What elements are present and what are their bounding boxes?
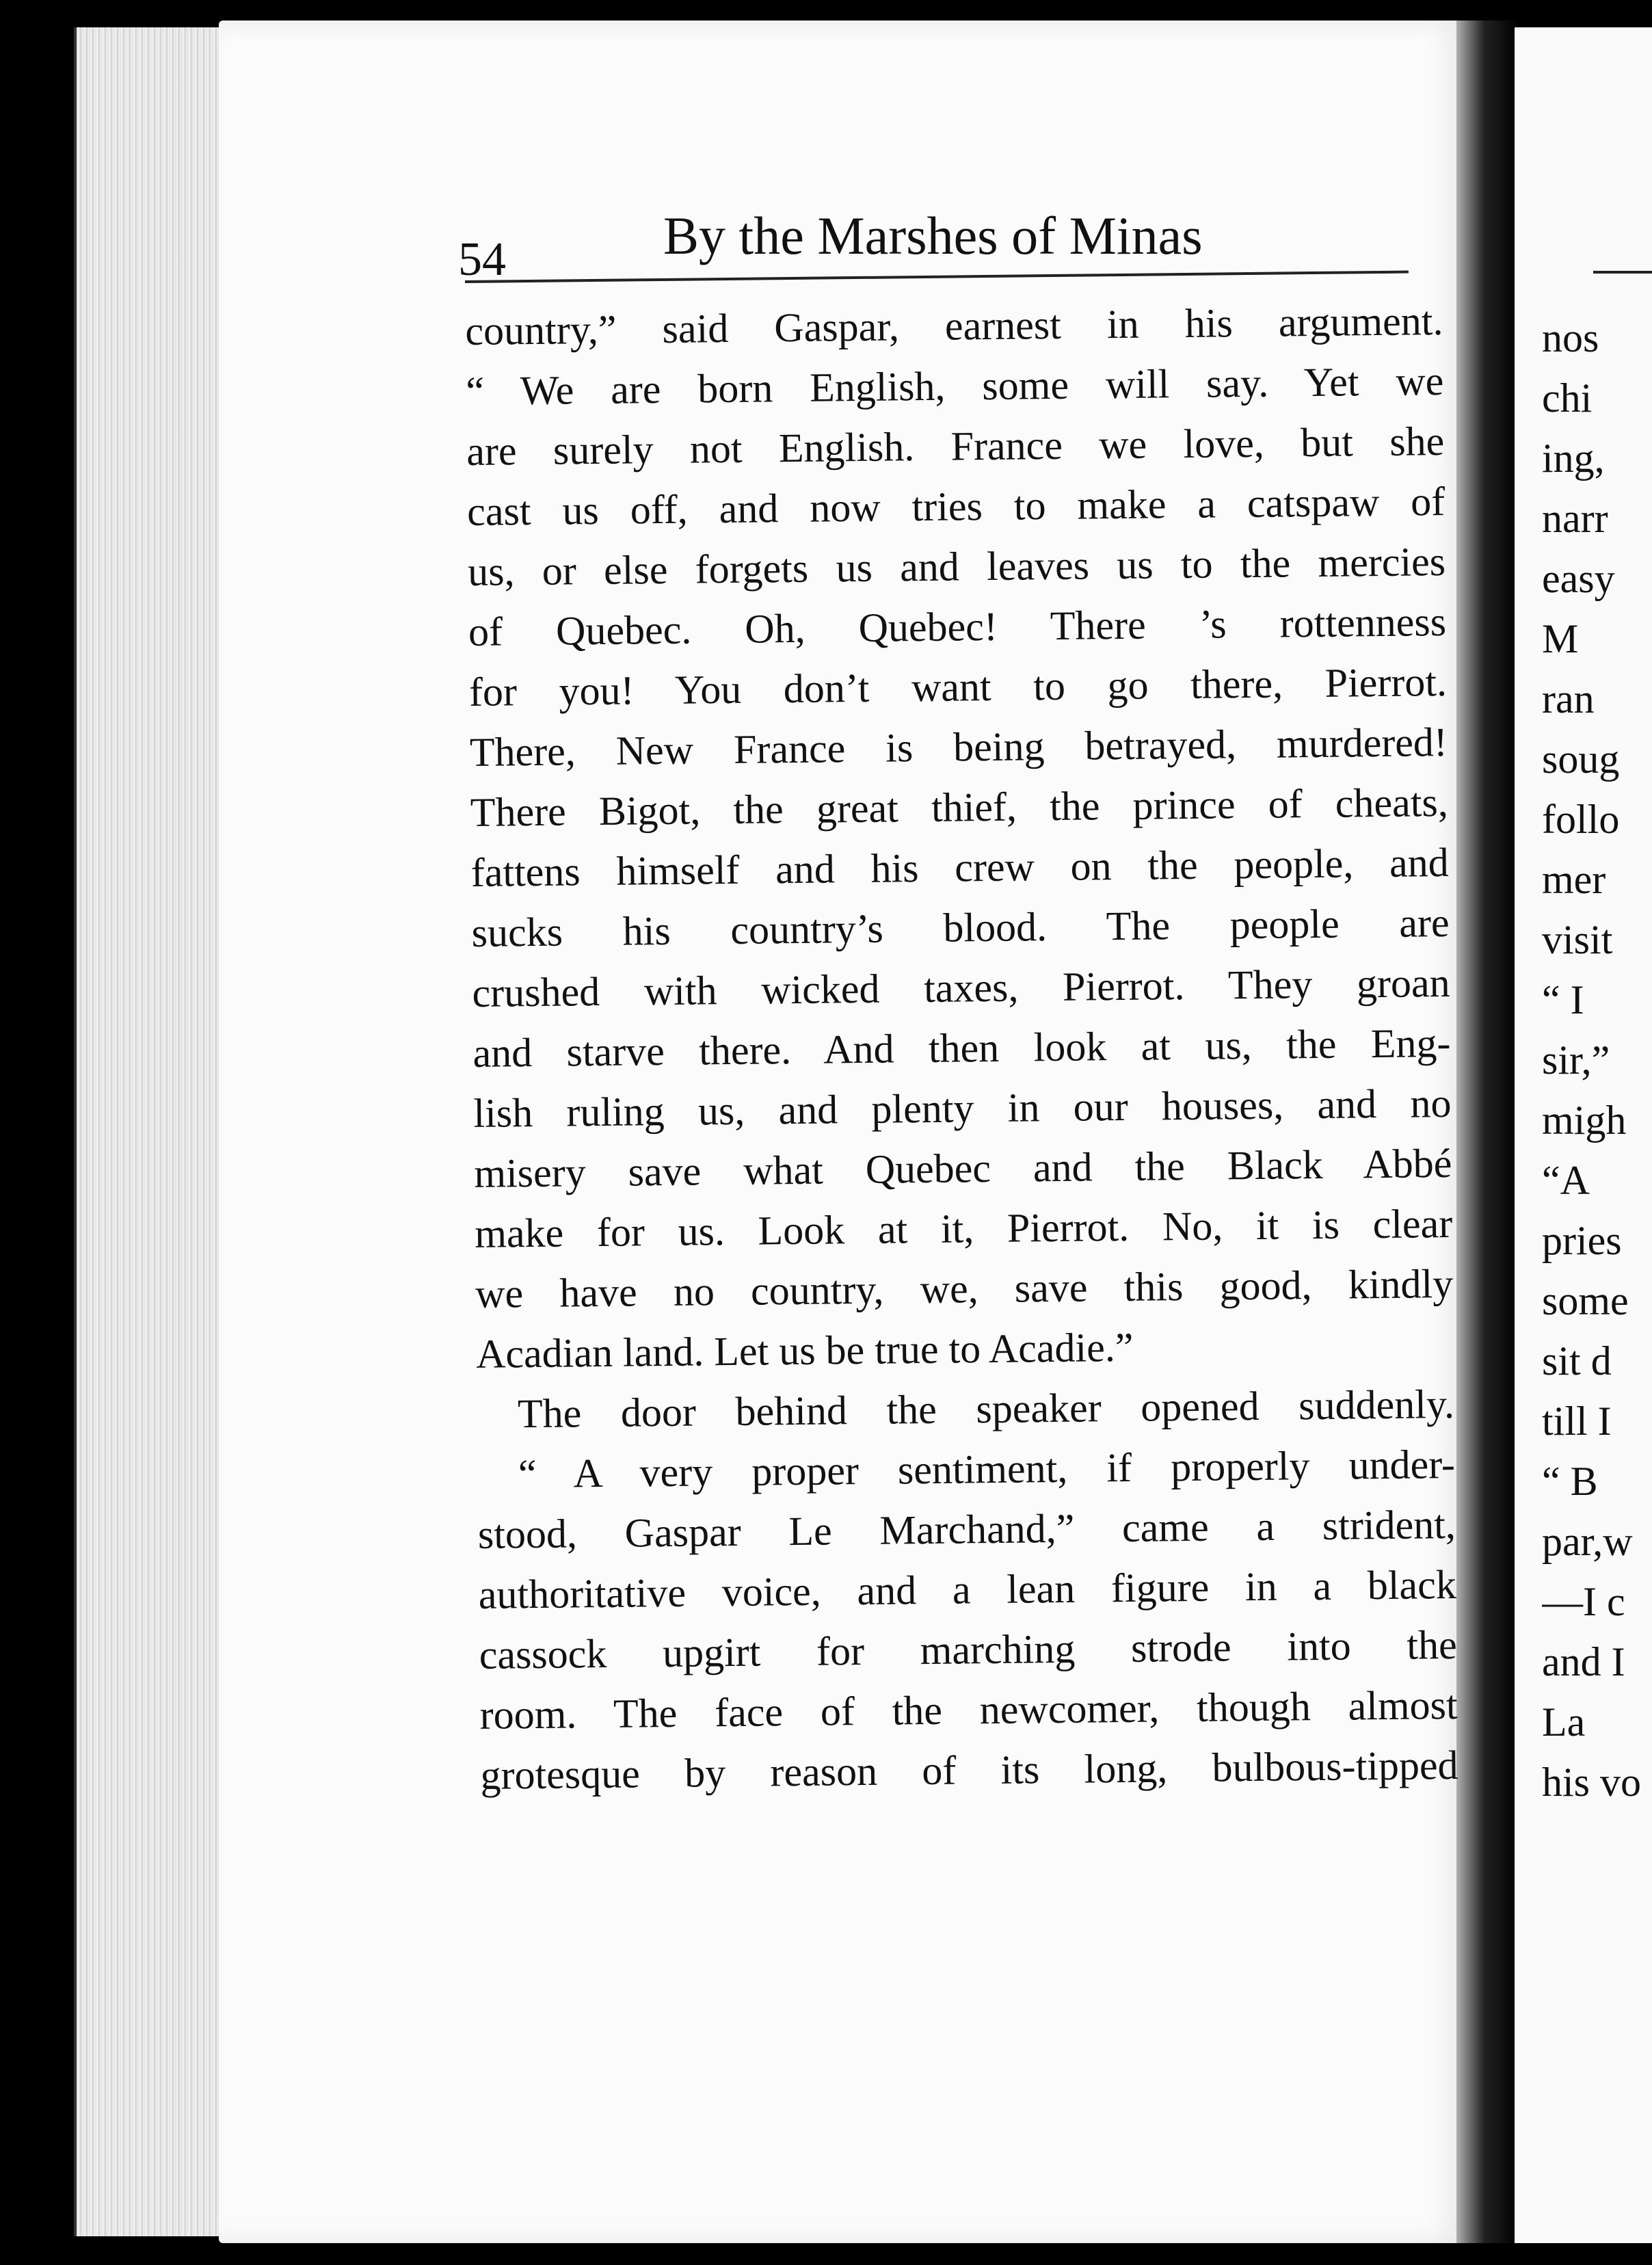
right-text-line: mer	[1542, 857, 1606, 902]
text-line: us, or else forgets us and leaves us to the mercies	[467, 539, 1446, 594]
right-page-text	[1542, 308, 1652, 1812]
right-text-line: sir,”	[1542, 1037, 1610, 1083]
text-line: There, New France is being betrayed, murdered!	[469, 719, 1448, 775]
right-text-line: follo	[1542, 797, 1620, 842]
right-text-line: —I c	[1542, 1579, 1625, 1624]
text-line: “ We are born English, some will say. Yet we	[466, 358, 1444, 414]
text-line: stood, Gaspar Le Marchand,” came a strident,	[477, 1501, 1456, 1557]
right-text-line: M	[1542, 616, 1579, 661]
right-text-line: soug	[1542, 737, 1620, 782]
right-page-rule	[1593, 271, 1652, 274]
right-text-line: par,w	[1542, 1519, 1633, 1564]
page-number: 54	[458, 233, 506, 286]
text-line: sucks his country’s blood. The people are	[471, 899, 1450, 955]
text-line: country,” said Gaspar, earnest in his argument.	[465, 298, 1443, 354]
right-text-line: La	[1542, 1699, 1586, 1745]
right-text-line: narr	[1542, 496, 1608, 541]
body-text	[465, 291, 1458, 1805]
right-text-line: “A	[1542, 1158, 1590, 1203]
text-line: The door behind the speaker opened suddenly.	[517, 1381, 1455, 1437]
text-line: cast us off, and now tries to make a catspaw of	[466, 479, 1446, 534]
right-text-line: migh	[1542, 1098, 1627, 1143]
text-line: cassock upgirt for marching strode into the	[479, 1621, 1458, 1678]
book-gutter	[1456, 21, 1518, 2243]
right-text-line: nos	[1542, 315, 1599, 360]
text-line: “ A very proper sentiment, if properly under-	[518, 1441, 1456, 1497]
right-text-line: some	[1542, 1278, 1629, 1323]
text-line: lish ruling us, and plenty in our houses, and no	[473, 1080, 1452, 1136]
text-line: are surely not English. France we love, but she	[466, 419, 1445, 474]
text-line: room. The face of the newcomer, though almost	[479, 1682, 1458, 1738]
page-edges	[74, 27, 241, 2236]
right-text-line: ing,	[1542, 436, 1605, 481]
text-line: There Bigot, the great thief, the prince of cheats,	[470, 779, 1449, 835]
right-text-line: easy	[1542, 556, 1615, 601]
text-line: we have no country, we, save this good, kindly	[475, 1260, 1454, 1316]
text-line: for you! You don’t want to go there, Pierrot.	[468, 659, 1448, 715]
text-line: make for us. Look at it, Pierrot. No, it is clear	[474, 1200, 1453, 1256]
right-text-line: till I	[1542, 1399, 1612, 1444]
right-text-line: pries	[1542, 1218, 1622, 1263]
right-text-line: visit	[1542, 917, 1613, 962]
text-line: misery save what Quebec and the Black Abbé	[474, 1140, 1452, 1196]
text-line: of Quebec. Oh, Quebec! There ’s rottenness	[468, 599, 1447, 654]
text-line: fattens himself and his crew on the people, and	[470, 839, 1450, 895]
right-text-line: “ I	[1542, 977, 1584, 1022]
running-title: By the Marshes of Minas	[663, 206, 1203, 265]
right-text-line: and I	[1542, 1639, 1625, 1684]
right-text-line: sit d	[1542, 1338, 1612, 1383]
right-text-line: “ B	[1542, 1459, 1598, 1504]
right-text-line: ran	[1542, 676, 1595, 721]
text-line: Acadian land. Let us be true to Acadie.”	[475, 1324, 1134, 1377]
text-line: authoritative voice, and a lean figure in a black	[478, 1561, 1457, 1617]
text-line: grotesque by reason of its long, bulbous-tipped	[480, 1742, 1458, 1798]
text-line: and starve there. And then look at us, the Eng-	[472, 1020, 1451, 1076]
right-text-line: chi	[1542, 375, 1593, 421]
text-line: crushed with wicked taxes, Pierrot. They groan	[472, 959, 1450, 1016]
right-text-line: his vo	[1542, 1760, 1642, 1805]
